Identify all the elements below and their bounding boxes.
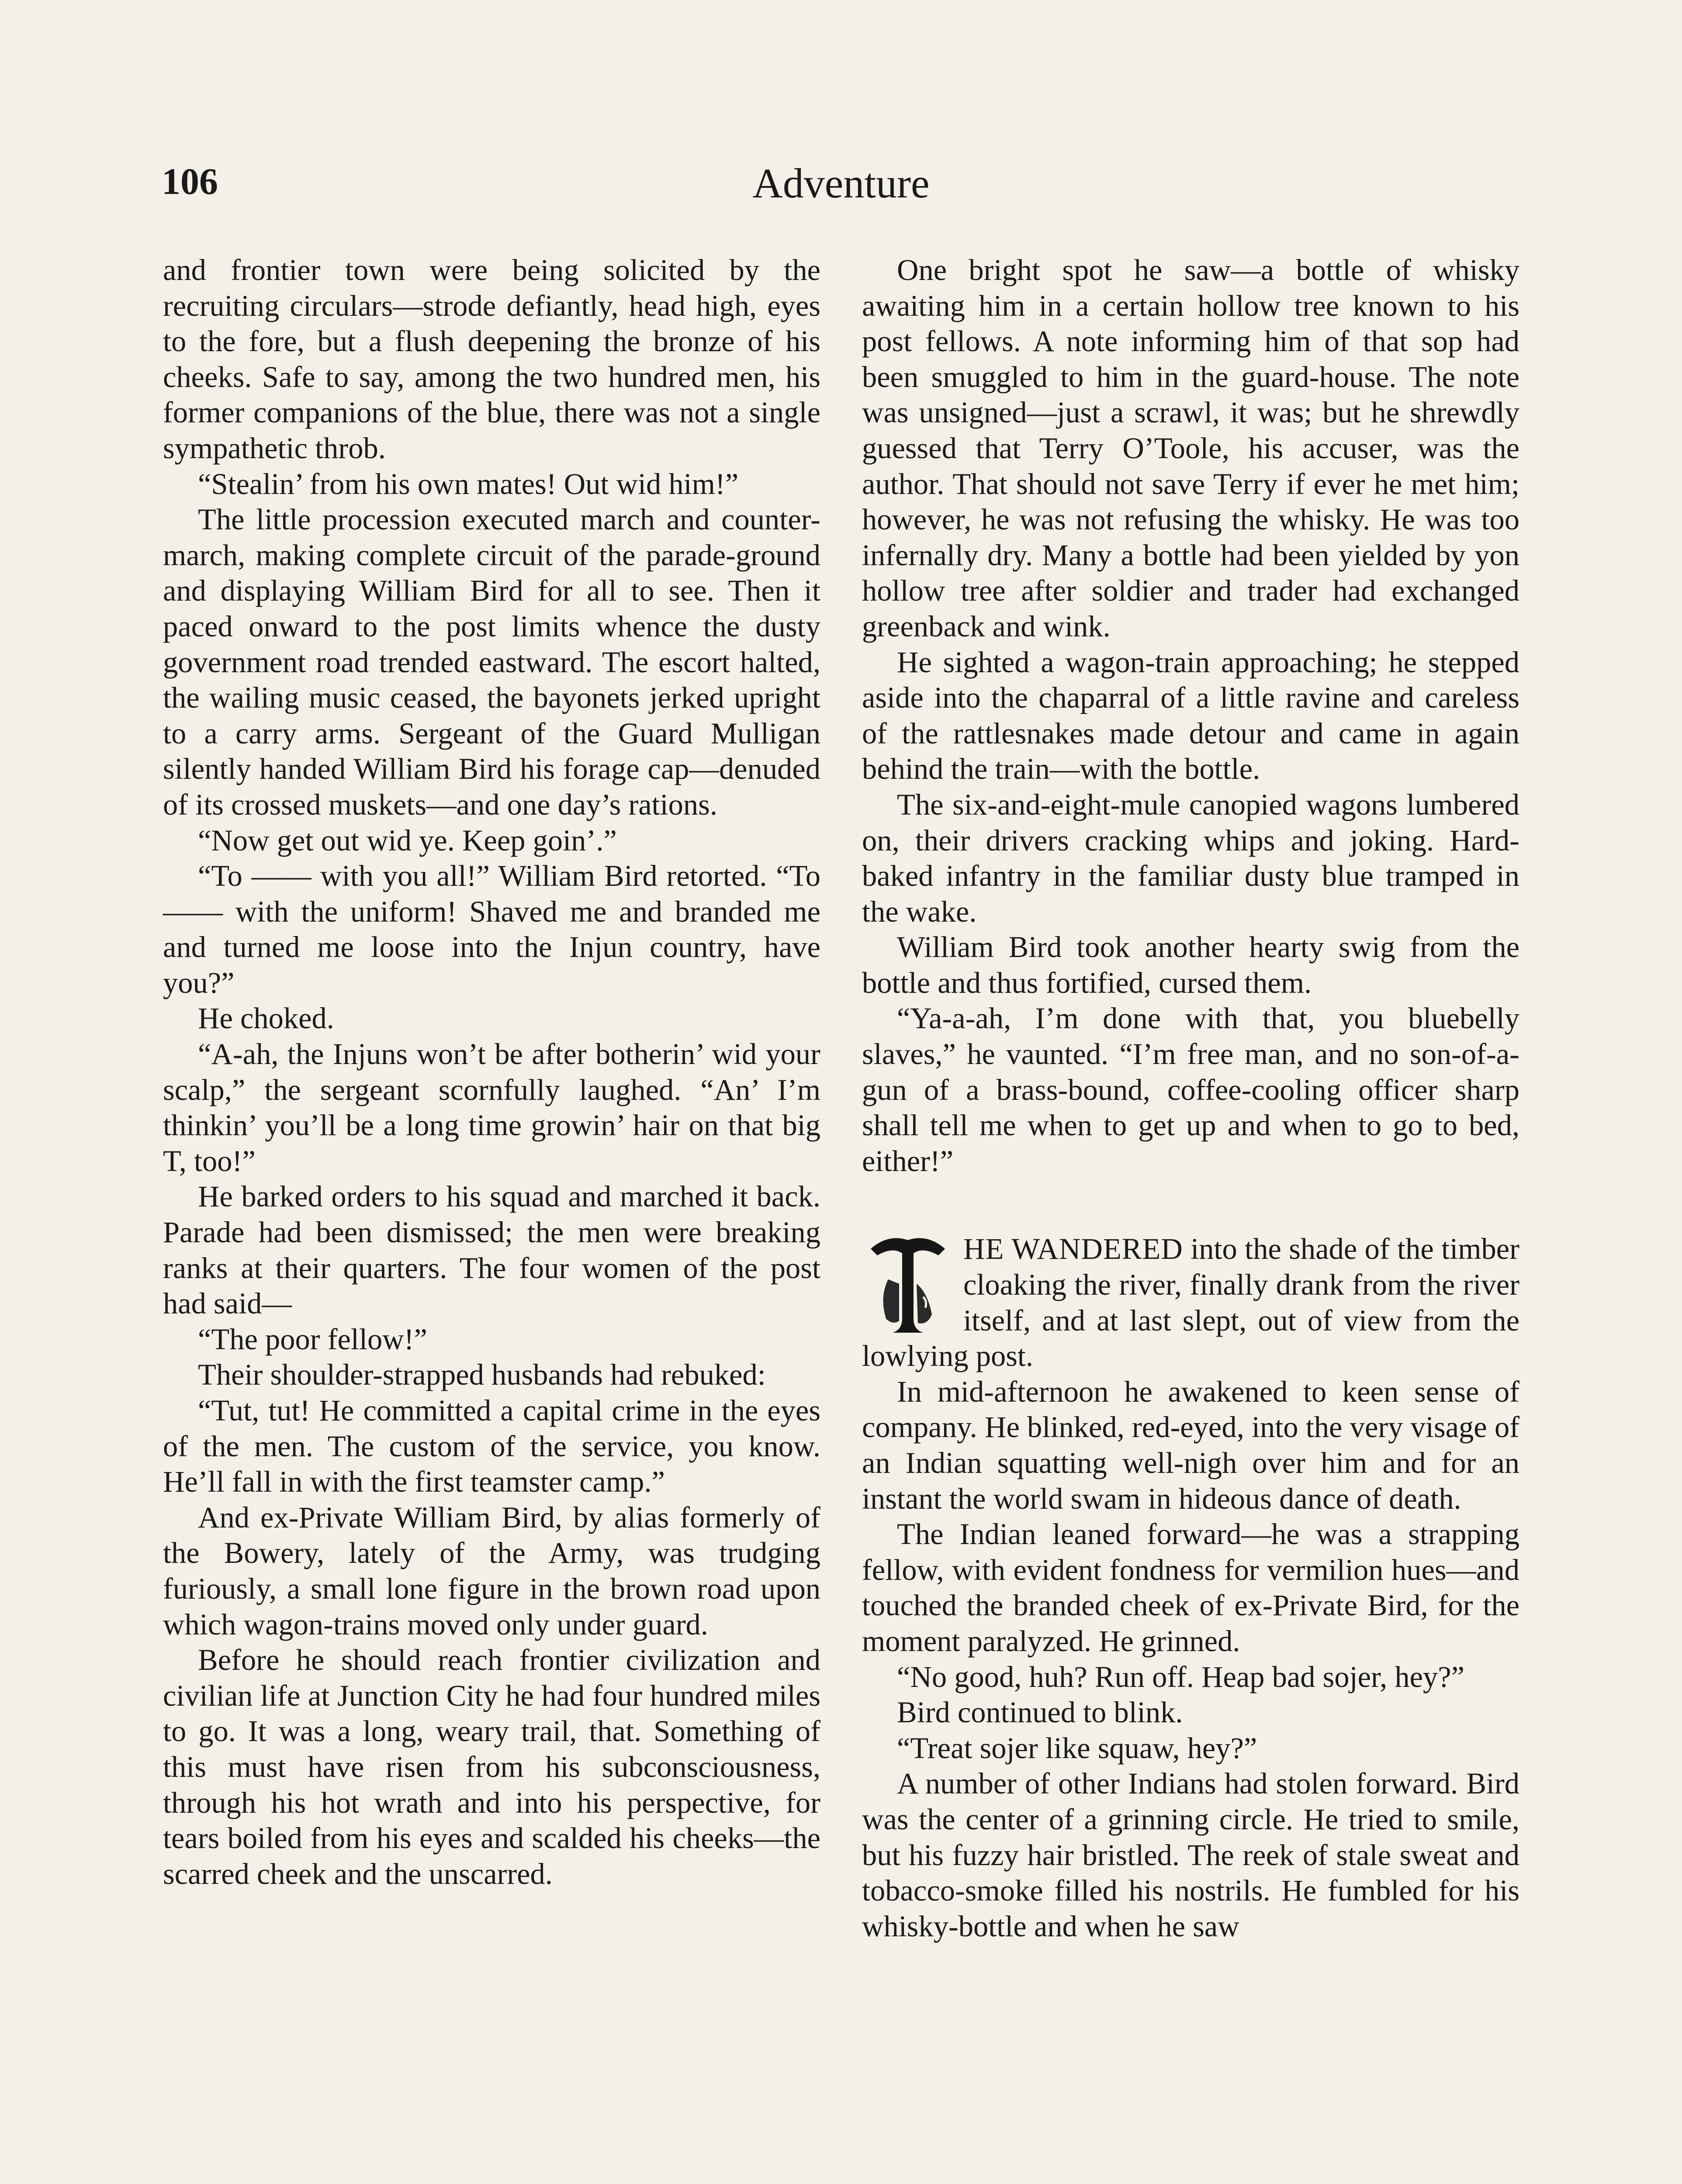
dropcap-text: into the shade of the timber cloaking the river, finally drank from the river itself, and at last slept, out of view from the lowlying post. — [862, 1232, 1519, 1373]
page-number: 106 — [162, 160, 218, 202]
paragraph: “Tut, tut! He committed a capital crime in the eyes of the men. The custom of the service, you know. He’ll fall in with the first teamster camp.” — [163, 1394, 820, 1499]
dropcap-paragraph — [862, 1231, 1519, 1374]
paragraph: “Treat sojer like squaw, hey?” — [897, 1731, 1257, 1765]
section-break — [862, 1179, 1519, 1231]
paragraph: He barked orders to his squad and marched it back. Parade had been dismissed; the men were breaking ranks at their quarters. The four women of the post had said— — [163, 1180, 820, 1320]
paragraph: “Ya-a-ah, I’m done with that, you bluebelly slaves,” he vaunted. “I’m free man, and no son-of-a-gun of a brass-bound, coffee-cooling officer sharp shall tell me when to get up and when to go to bed, either!” — [862, 1002, 1519, 1178]
paragraph: The little procession executed march and counter-march, making complete circuit of the parade-ground and displaying William Bird for all to see. Then it paced onward to the post limits whence the dusty government road trended eastward. The escort halted, the wailing music ceased, the bayonets jerked upright to a carry arms. Sergeant of the Guard Mulligan silently handed William Bird his forage cap—denuded of its crossed muskets—and one day’s rations. — [163, 503, 820, 821]
paragraph: “The poor fellow!” — [198, 1322, 427, 1356]
paragraph: and frontier town were being solicited by the recruiting circulars—strode defiantly, head high, eyes to the fore, but a flush deepening the bronze of his cheeks. Safe to say, among the two hundred men, his former companions of the blue, there was not a single sympathetic throb. — [163, 253, 820, 465]
paragraph: In mid-afternoon he awakened to keen sense of company. He blinked, red-eyed, into the very visage of an Indian squatting well-nigh over him and for an instant the world swam in hideous dance of death. — [862, 1375, 1519, 1515]
paragraph: A number of other Indians had stolen forward. Bird was the center of a grinning circle. He tried to smile, but his fuzzy hair bristled. The reek of stale sweat and tobacco-smoke filled his nostrils. He fumbled for his whisky-bottle and when he saw — [862, 1767, 1519, 1943]
paragraph: He sighted a wagon-train approaching; he stepped aside into the chaparral of a little ravine and careless of the rattlesnakes made detour and came in again behind the train—with the bottle. — [862, 645, 1519, 786]
paragraph: The six-and-eight-mule canopied wagons lumbered on, their drivers cracking whips and joking. Hard-baked infantry in the familiar dusty blue tramped in the wake. — [862, 788, 1519, 928]
paragraph: “A-ah, the Injuns won’t be after botherin’ wid your scalp,” the sergeant scornfully laughed. “An’ I’m thinkin’ you’ll be a long time growin’ hair on that big T, too!” — [163, 1037, 820, 1178]
right-column — [862, 252, 1519, 1944]
paragraph — [862, 1231, 1519, 1374]
dropcap-t-icon — [862, 1231, 954, 1336]
paragraph: “Now get out wid ye. Keep goin’.” — [198, 823, 617, 857]
paragraph: The Indian leaned forward—he was a strapping fellow, with evident fondness for vermilion hues—and touched the branded cheek of ex-Private Bird, for the moment paralyzed. He grinned. — [862, 1517, 1519, 1658]
dropcap-lead-words: HE WANDERED — [963, 1232, 1183, 1266]
paragraph: And ex-Private William Bird, by alias formerly of the Bowery, lately of the Army, was trudging furiously, a small lone figure in the brown road upon which wagon-trains moved only under guard. — [163, 1500, 820, 1641]
paragraph: Before he should reach frontier civilization and civilian life at Junction City he had four hundred miles to go. It was a long, weary trail, that. Something of this must have risen from his subconsciousness, through his hot wrath and into his perspective, for tears boiled from his eyes and scalded his cheeks—the scarred cheek and the unscarred. — [163, 1643, 820, 1890]
paragraph: He choked. — [198, 1002, 334, 1035]
paragraph: One bright spot he saw—a bottle of whisky awaiting him in a certain hollow tree known to his post fellows. A note informing him of that sop had been smuggled to him in the guard-house. The note was unsigned—just a scrawl, it was; but he shrewdly guessed that Terry O’Toole, his accuser, was the author. That should not save Terry if ever he met him; however, he was not refusing the whisky. He was too infernally dry. Many a bottle had been yielded by yon hollow tree after soldier and trader had exchanged greenback and wink. — [862, 253, 1519, 643]
paragraph: Bird continued to blink. — [897, 1696, 1183, 1729]
paragraph: William Bird took another hearty swig from the bottle and thus fortified, cursed them. — [862, 930, 1519, 999]
running-title: Adventure — [752, 160, 930, 207]
left-column — [163, 252, 820, 1892]
paragraph: Their shoulder-strapped husbands had rebuked: — [198, 1358, 766, 1392]
paragraph: “Stealin’ from his own mates! Out wid him!” — [198, 467, 739, 501]
paragraph: “To —— with you all!” William Bird retorted. “To —— with the uniform! Shaved me and branded me and turned me loose into the Injun country, have you?” — [163, 859, 820, 999]
paragraph: “No good, huh? Run off. Heap bad sojer, hey?” — [897, 1660, 1465, 1693]
